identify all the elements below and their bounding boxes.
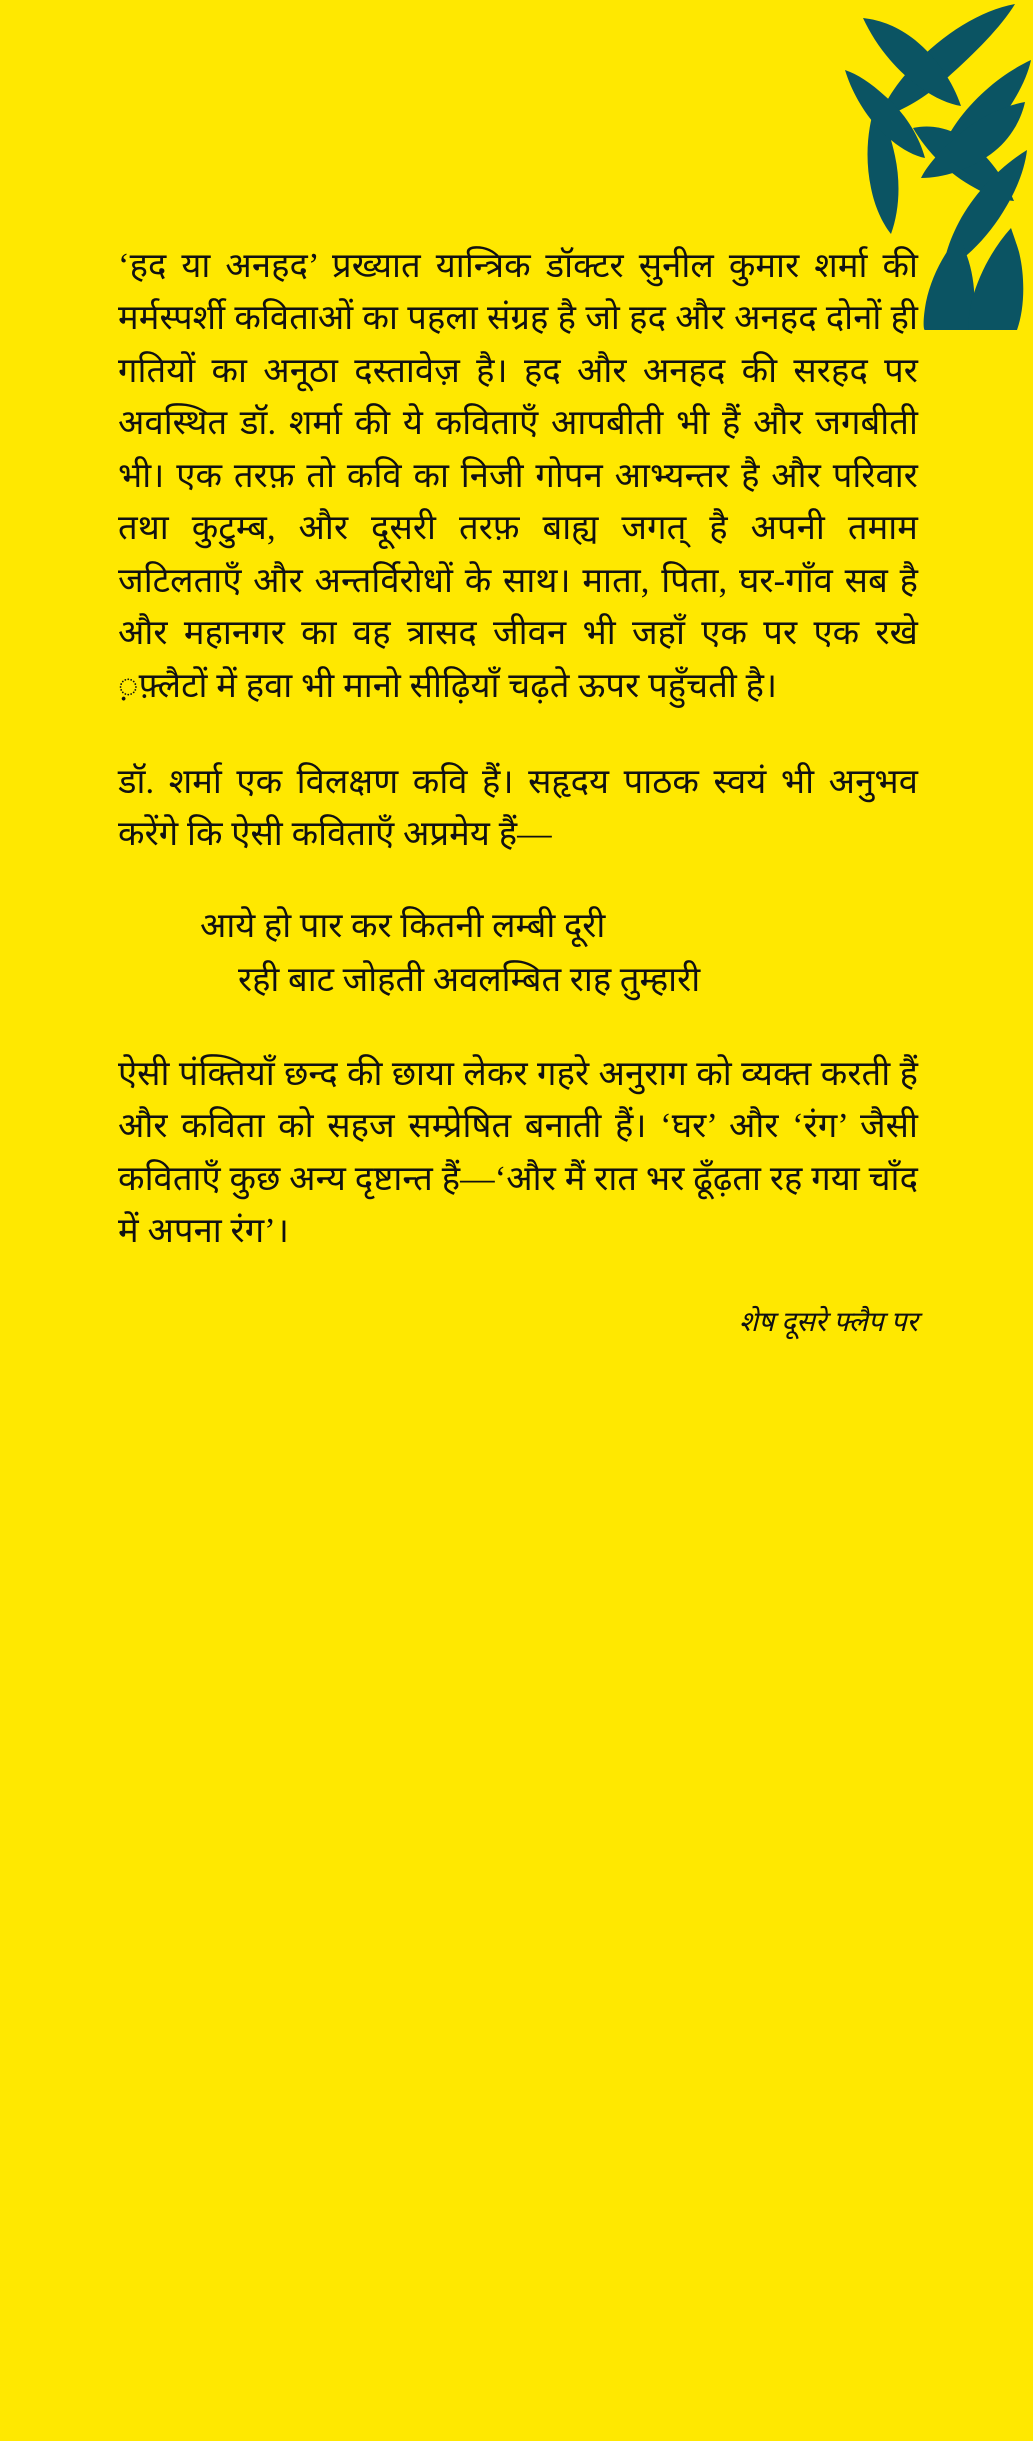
- verse-line-1: आये हो पार कर कितनी लम्बी दूरी: [200, 906, 606, 945]
- flap-paragraph-1: ‘हद या अनहद’ प्रख्यात यान्त्रिक डॉक्टर सुनील कुमार शर्मा की मर्मस्पर्शी कविताओं का पहला संग्रह है जो हद और अनहद दोनों ही गतियों का अनूठा दस्तावेज़ है। हद और अनहद की सरहद पर अवस्थित डॉ. शर्मा की ये कविताएँ आपबीती भी हैं और जगबीती भी। एक तरफ़ तो कवि का निजी गोपन आभ्यन्तर है और परिवार तथा कुटुम्ब, और दूसरी तरफ़ बाह्य जगत् है अपनी तमाम जटिलताएँ और अन्तर्विरोधों के साथ। माता, पिता, घर-गाँव सब है और महानगर का वह त्रासद जीवन भी जहाँ एक पर एक रखे ़फ़्लैटों में हवा भी मानो सीढ़ियाँ चढ़ते ऊपर पहुँचती है।: [118, 247, 918, 705]
- flap-text-content: [118, 240, 918, 1340]
- flap-paragraph-2: डॉ. शर्मा एक विलक्षण कवि हैं। सहृदय पाठक स्वयं भी अनुभव करेंगे कि ऐसी कविताएँ अप्रमेय हैं—: [118, 762, 918, 854]
- verse-quote: [118, 899, 918, 1008]
- flap-paragraph-3: ऐसी पंक्तियाँ छन्द की छाया लेकर गहरे अनुराग को व्यक्त करती हैं और कविता को सहज सम्प्रेषित बनाती हैं। ‘घर’ और ‘रंग’ जैसी कविताएँ कुछ अन्य दृष्टान्त हैं—‘और मैं रात भर ढूँढ़ता रह गया चाँद में अपना रंग’।: [118, 1054, 918, 1251]
- continuation-note: शेष दूसरे फ्लैप पर: [738, 1306, 918, 1338]
- verse-line-2: रही बाट जोहती अवलम्बित राह तुम्हारी: [238, 961, 701, 1000]
